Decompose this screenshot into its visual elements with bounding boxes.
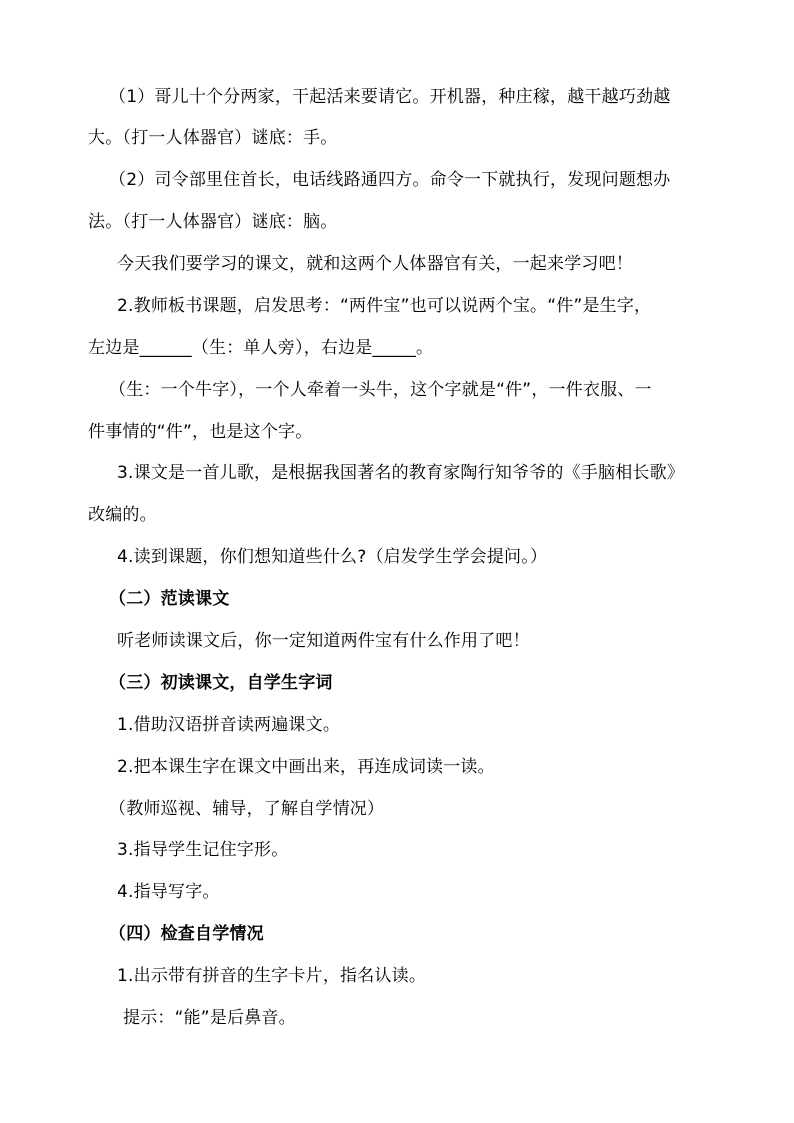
section-3-note: （教师巡视、辅导，了解自学情况） [109,799,385,819]
riddle-2-line-1: （2）司令部里住首长，电话线路通四方。命令一下就执行，发现问题想办 [109,170,671,190]
section-heading-2: （二）范读课文 [109,589,230,609]
section-4-tip: 提示：“能”是后鼻音。 [123,1008,296,1028]
step-4-line: 4.读到课题，你们想知道些什么?（启发学生学会提问。） [117,547,548,567]
riddle-2-line-2: 法。（打一人体器官）谜底：脑。 [88,212,338,232]
section-heading-3: （三）初读课文，自学生字词 [109,673,333,693]
step-2-line-2: 左边是______（生：单人旁），右边是_____。 [88,338,434,358]
section-2-paragraph: 听老师读课文后，你一定知道两件宝有什么作用了吧！ [117,631,530,651]
section-3-step-2: 2.把本课生字在课文中画出来，再连成词读一读。 [117,757,495,777]
step-2-line-1: 2.教师板书课题，启发思考：“两件宝”也可以说两个宝。“件”是生字， [117,296,652,316]
riddle-1-line-2: 大。（打一人体器官）谜底：手。 [88,128,338,148]
intro-paragraph: 今天我们要学习的课文，就和这两个人体器官有关，一起来学习吧！ [117,254,633,274]
step-3-line-1: 3.课文是一首儿歌，是根据我国著名的教育家陶行知爷爷的《手脑相长歌》 [117,463,685,483]
section-4-step-1: 1.出示带有拼音的生字卡片，指名认读。 [117,966,427,986]
section-3-step-1: 1.借助汉语拼音读两遍课文。 [117,715,341,735]
section-3-step-4: 4.指导写字。 [117,882,220,902]
section-3-step-3: 3.指导学生记住字形。 [117,840,289,860]
step-2-line-3: （生：一个牛字），一个人牵着一头牛，这个字就是“件”，一件衣服、一 [109,380,652,400]
riddle-1-line-1: （1）哥儿十个分两家，干起活来要请它。开机器，种庄稼，越干越巧劲越 [109,87,671,107]
step-3-line-2: 改编的。 [88,505,157,525]
section-heading-4: （四）检查自学情况 [109,924,264,944]
step-2-line-4: 件事情的“件”，也是这个字。 [88,422,313,442]
